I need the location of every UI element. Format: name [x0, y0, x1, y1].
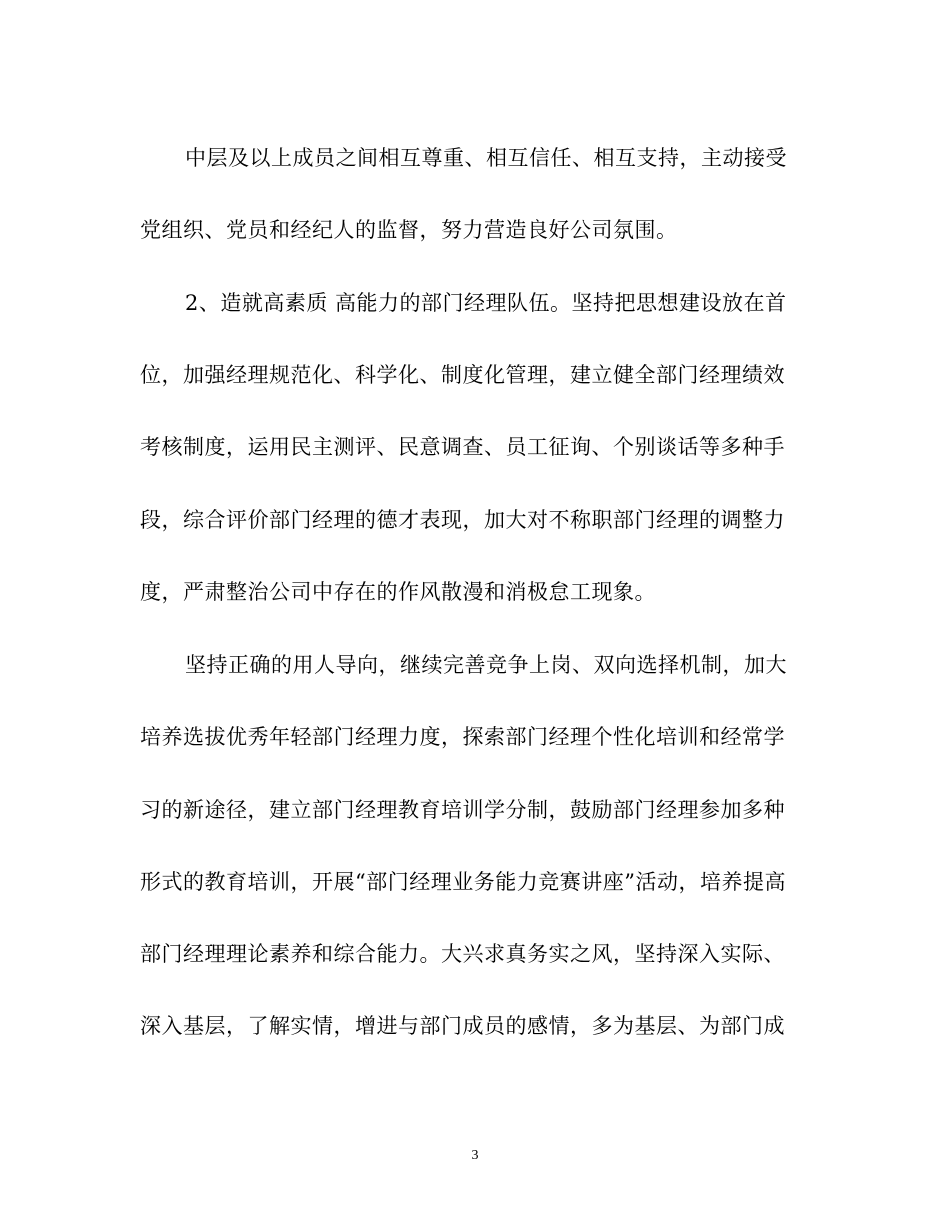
- paragraph-1-line-1: 中层及以上成员之间相互尊重、相互信任、相互支持，主动接受: [185, 146, 787, 170]
- paragraph-1-line-2: 党组织、党员和经纪人的监督，努力营造良好公司氛围。: [140, 218, 678, 242]
- page-number: 3: [471, 1148, 479, 1163]
- paragraph-2-line-3: 考核制度，运用民主测评、民意调查、员工征询、个别谈话等多种手: [140, 435, 785, 459]
- paragraph-3-line-4: 形式的教育培训，开展“部门经理业务能力竞赛讲座”活动，培养提高: [140, 870, 786, 894]
- paragraph-3-line-1: 坚持正确的用人导向，继续完善竞争上岗、双向选择机制，加大: [185, 653, 787, 677]
- paragraph-3-line-2: 培养选拔优秀年轻部门经理力度，探索部门经理个性化培训和经常学: [140, 725, 785, 749]
- paragraph-2-line-5: 度，严肃整治公司中存在的作风散漫和消极怠工现象。: [140, 580, 656, 604]
- paragraph-3-line-5: 部门经理理论素养和综合能力。大兴求真务实之风，坚持深入实际、: [140, 942, 785, 966]
- paragraph-2-line-2: 位，加强经理规范化、科学化、制度化管理，建立健全部门经理绩效: [140, 363, 785, 387]
- paragraph-3-line-6: 深入基层，了解实情，增进与部门成员的感情，多为基层、为部门成: [140, 1014, 785, 1038]
- paragraph-2-line-1: 2、造就高素质 高能力的部门经理队伍。坚持把思想建设放在首: [185, 291, 787, 315]
- paragraph-2-line-4: 段，综合评价部门经理的德才表现，加大对不称职部门经理的调整力: [140, 508, 785, 532]
- paragraph-3-line-3: 习的新途径，建立部门经理教育培训学分制，鼓励部门经理参加多种: [140, 798, 785, 822]
